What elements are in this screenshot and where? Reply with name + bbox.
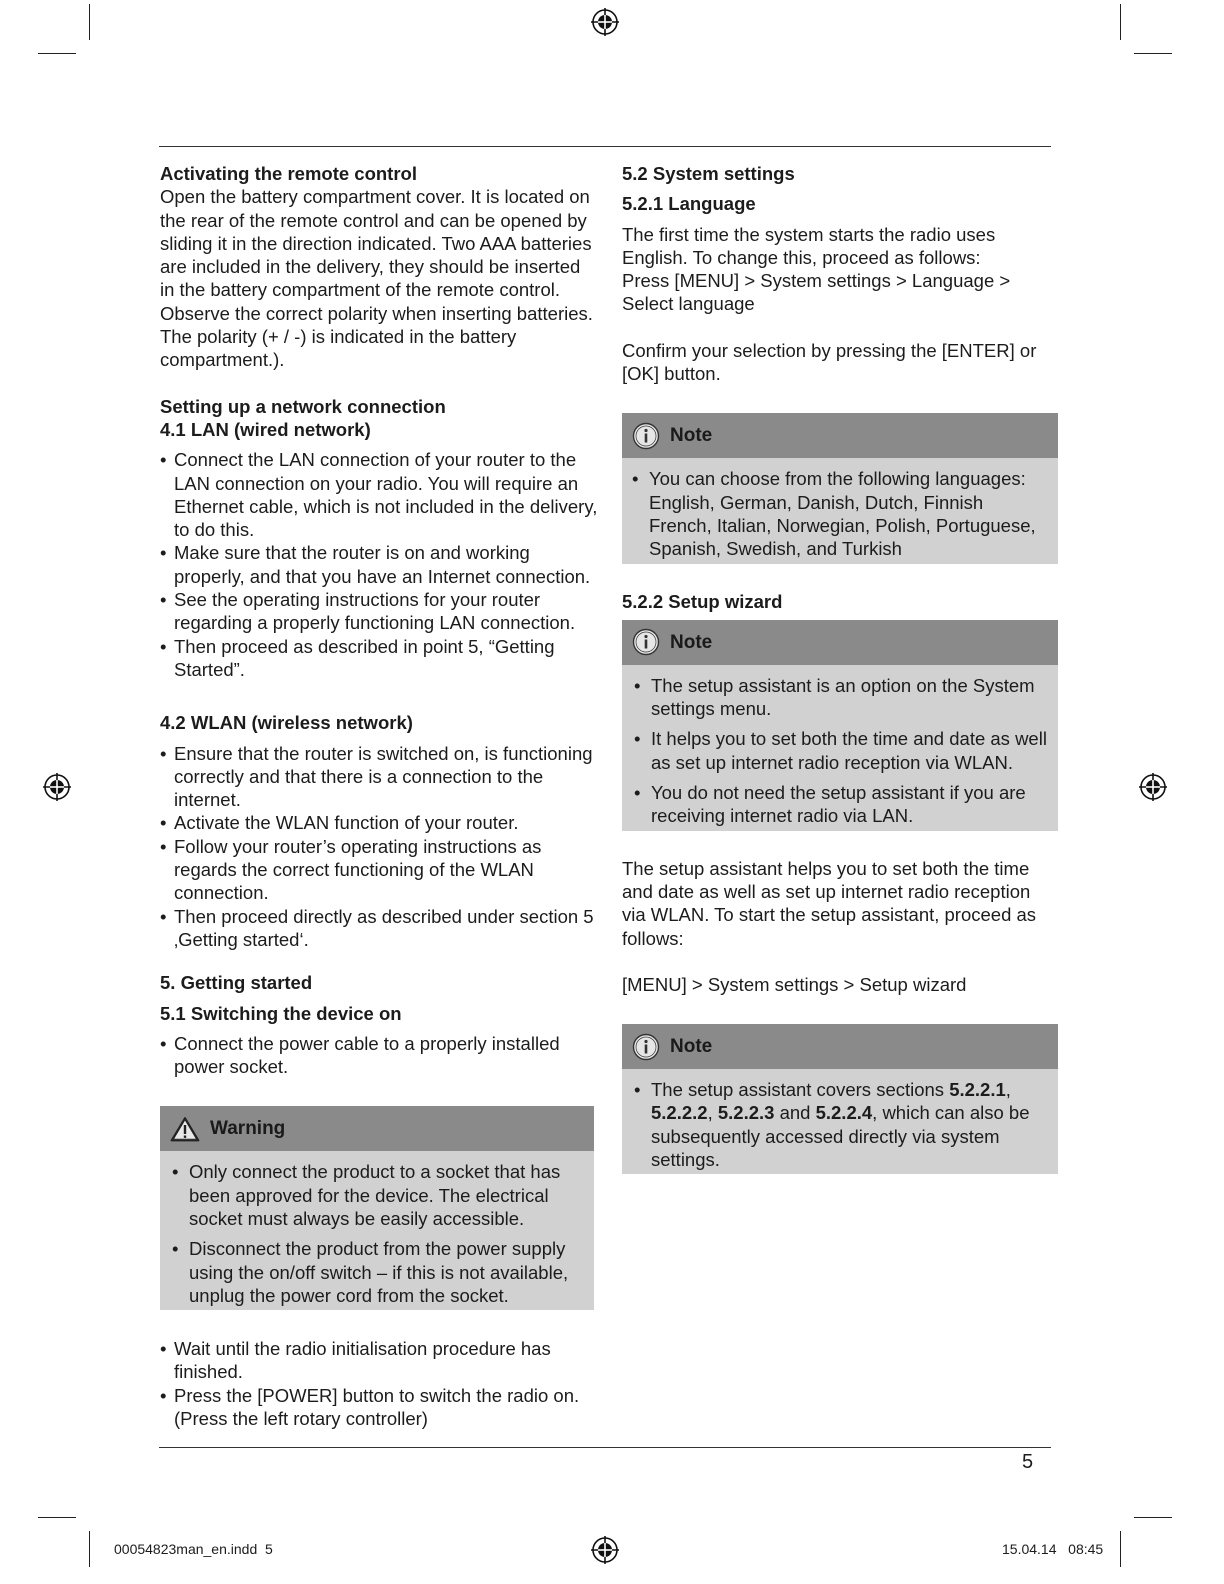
registration-mark-icon xyxy=(42,772,72,802)
lan-list xyxy=(160,448,598,681)
crop-mark-bottom-left xyxy=(89,1531,90,1567)
note-item: • The setup assistant is an option on the System settings menu. xyxy=(634,674,1050,721)
list-item: • Activate the WLAN function of your router. xyxy=(160,811,598,834)
slug-datetime: 15.04.14 08:45 xyxy=(1002,1541,1104,1557)
after-warning-list xyxy=(160,1337,598,1430)
switch-list xyxy=(160,1032,598,1079)
network-heading: Setting up a network connection xyxy=(160,395,446,417)
getting-started-heading: 5. Getting started xyxy=(160,972,313,994)
lan-heading: 4.1 LAN (wired network) xyxy=(160,418,371,440)
crop-mark-top-left xyxy=(89,4,90,40)
note-title: Note xyxy=(670,1035,713,1057)
info-icon xyxy=(632,1033,660,1061)
warning-icon xyxy=(170,1116,200,1142)
list-item: • Connect the LAN connection of your router to the LAN connection on your radio. You will require an Ethernet cable, which is not included in the delivery, to do this. xyxy=(160,448,598,541)
note-box xyxy=(622,413,1058,563)
list-item: • Make sure that the router is on and working properly, and that you have an Internet connection. xyxy=(160,541,598,588)
crop-mark-bottom-right xyxy=(1120,1531,1121,1567)
note-box xyxy=(622,1024,1058,1174)
wizard-text: The setup assistant helps you to set both the time and date as well as set up internet radio reception via WLAN. To start the setup assistant, proceed as follows: xyxy=(622,857,1037,949)
warning-item: • Disconnect the product from the power supply using the on/off switch – if this is not available, unplug the power cord from the socket. xyxy=(172,1237,586,1307)
wizard-path: [MENU] > System settings > Setup wizard xyxy=(622,973,967,995)
remote-control-heading: Activating the remote control xyxy=(160,163,417,184)
list-item: • Connect the power cable to a properly installed power socket. xyxy=(160,1032,598,1079)
system-settings-heading: 5.2 System settings xyxy=(622,163,795,184)
list-item: • Press the [POWER] button to switch the radio on. (Press the left rotary controller) xyxy=(160,1384,598,1431)
crop-mark-top-right xyxy=(1120,4,1121,40)
switching-on-heading: 5.1 Switching the device on xyxy=(160,1002,402,1024)
registration-mark-icon xyxy=(1138,772,1168,802)
page-number: 5 xyxy=(1022,1451,1034,1473)
list-item: • Then proceed directly as described under section 5 ‚Getting started‘. xyxy=(160,905,598,952)
note-item: • The setup assistant covers sections 5.2.2.1, 5.2.2.2, 5.2.2.3 and 5.2.2.4, which can also be subsequently accessed directly via system settings. xyxy=(634,1078,1050,1171)
note-header xyxy=(622,620,1058,665)
left-column xyxy=(160,162,598,1430)
wlan-heading: 4.2 WLAN (wireless network) xyxy=(160,712,413,734)
note-title: Note xyxy=(670,631,713,653)
note-item: • You can choose from the following languages: English, German, Danish, Dutch, Finnish French, Italian, Norwegian, Polish, Portuguese, Spanish, Swedish, and Turkish xyxy=(632,467,1050,560)
language-path: Press [MENU] > System settings > Language > Select language xyxy=(622,270,1011,315)
crop-mark-bottom-right-h xyxy=(1134,1517,1172,1518)
list-item: • See the operating instructions for your router regarding a properly functioning LAN connection. xyxy=(160,588,598,635)
warning-box xyxy=(160,1106,594,1310)
remote-control-text: Open the battery compartment cover. It is located on the rear of the remote control and can be opened by sliding it in the direction indicated. Two AAA batteries are included in the delivery, they should be inserted in the battery compartment of the remote control. Observe the correct polarity when inserting batteries. The polarity (+ / -) is indicated in the battery compartment.). xyxy=(160,186,593,371)
info-icon xyxy=(632,628,660,656)
header-rule xyxy=(159,146,1051,147)
crop-mark-top-right-h xyxy=(1134,53,1172,54)
footer-rule xyxy=(159,1447,1051,1448)
registration-mark-icon xyxy=(590,1535,620,1565)
language-text: The first time the system starts the radio uses English. To change this, proceed as follows: xyxy=(622,223,996,268)
language-heading: 5.2.1 Language xyxy=(622,193,756,215)
info-icon xyxy=(632,422,660,450)
crop-mark-top-left-h xyxy=(38,53,76,54)
list-item: • Wait until the radio initialisation procedure has finished. xyxy=(160,1337,598,1384)
confirm-text: Confirm your selection by pressing the [ENTER] or [OK] button. xyxy=(622,339,1037,385)
note-title: Note xyxy=(670,425,713,447)
warning-header xyxy=(160,1106,594,1151)
note-header xyxy=(622,413,1058,458)
wlan-list xyxy=(160,742,598,952)
note-item: • It helps you to set both the time and date as well as set up internet radio reception via WLAN. xyxy=(634,727,1050,774)
warning-item: • Only connect the product to a socket that has been approved for the device. The electrical socket must always be easily accessible. xyxy=(172,1160,586,1230)
note-item: • You do not need the setup assistant if you are receiving internet radio via LAN. xyxy=(634,781,1050,828)
crop-mark-bottom-left-h xyxy=(38,1517,76,1518)
list-item: • Follow your router’s operating instructions as regards the correct functioning of the WLAN connection. xyxy=(160,835,598,905)
note-box xyxy=(622,620,1058,831)
setup-wizard-heading: 5.2.2 Setup wizard xyxy=(622,590,783,612)
list-item: • Ensure that the router is switched on, is functioning correctly and that there is a connection to the internet. xyxy=(160,742,598,812)
slug-filename: 00054823man_en.indd 5 xyxy=(114,1541,273,1557)
note-header xyxy=(622,1024,1058,1069)
registration-mark-icon xyxy=(590,7,620,37)
right-column xyxy=(622,162,1058,1174)
list-item: • Then proceed as described in point 5, “Getting Started”. xyxy=(160,635,598,682)
warning-title: Warning xyxy=(210,1118,286,1140)
